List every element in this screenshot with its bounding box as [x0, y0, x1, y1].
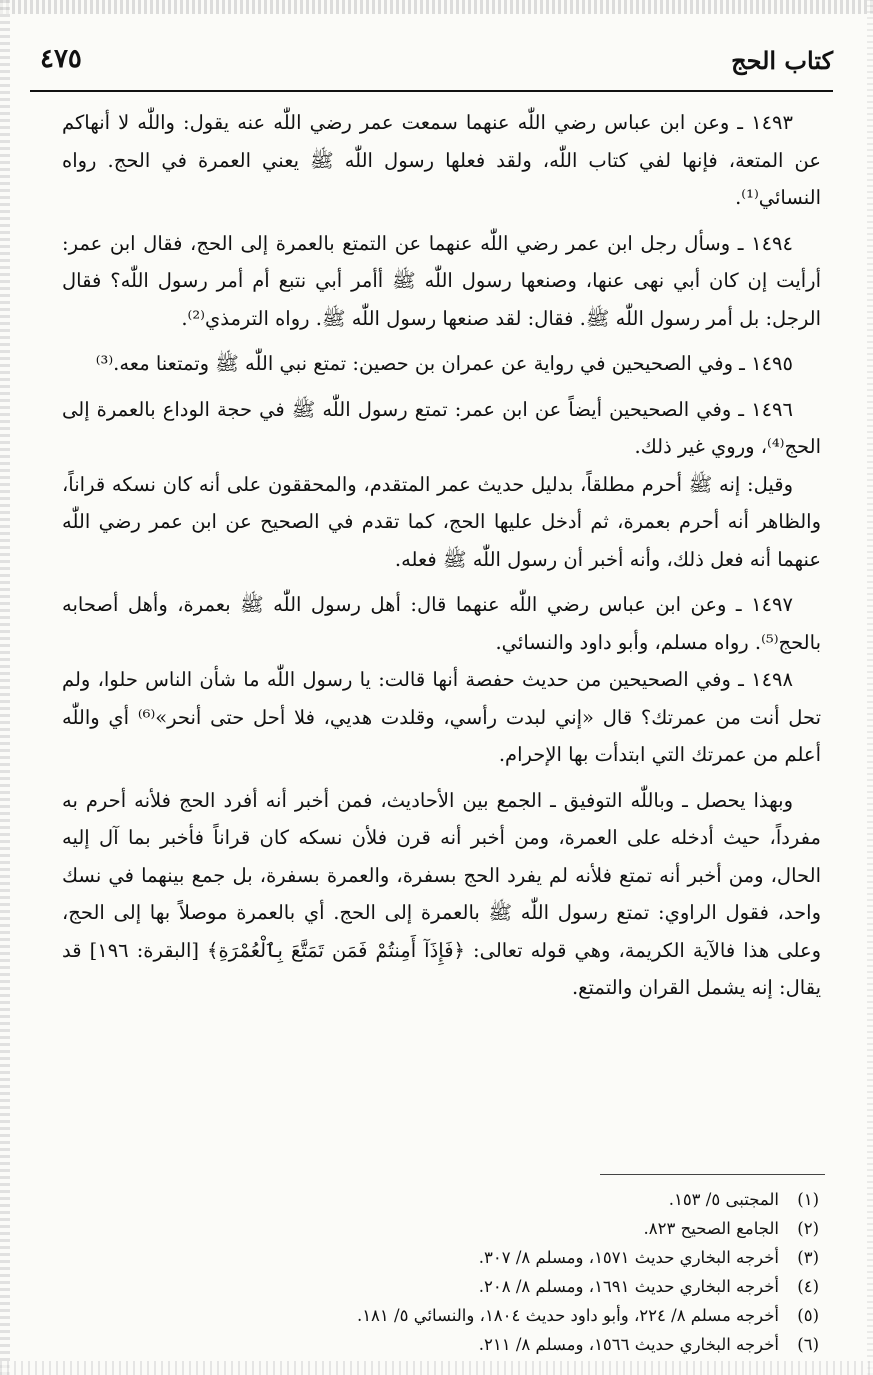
footnote-text: المجتبى ٥/ ١٥٣.	[668, 1190, 779, 1209]
commentary-paragraph: وقيل: إنه ﷺ أحرم مطلقاً، بدليل حديث عمر المتقدم، والمحققون على أنه كان نسكه قراناً، والظاهر أنه أحرم بعمرة، ثم أدخل عليها الحج، كما تقدم في الصحيح عن ابن عمر رضي اللّٰه عنهما أنه فعل ذلك، وأنه أخبر أن رسول اللّٰه ﷺ فعله.	[62, 472, 821, 571]
footnote-item	[62, 1185, 825, 1214]
page-number: ٤٧٥	[40, 44, 82, 74]
hadith-1498: ١٤٩٨ ـ وفي الصحيحين من حديث حفصة أنها قالت: يا رسول اللّٰه ما شأن الناس حلوا، ولم تحل أنت من عمرتك؟ قال «إني لبدت رأسي، وقلدت هديي، فلا أحل حتى أنحر»⁽⁶⁾ أي واللّٰه أعلم من عمرتك التي ابتدأت بها الإحرام.	[62, 668, 821, 766]
footnote-text: أخرجه مسلم ٨/ ٢٢٤، وأبو داود حديث ١٨٠٤، والنسائي ٥/ ١٨١.	[356, 1306, 779, 1325]
hadith-1496: ١٤٩٦ ـ وفي الصحيحين أيضاً عن ابن عمر: تمتع رسول اللّٰه ﷺ في حجة الوداع بالعمرة إلى الحج⁽⁴⁾، وروي غير ذلك.	[62, 397, 821, 458]
footnote-number: (٣)	[797, 1248, 819, 1267]
footnote-item	[62, 1243, 825, 1272]
footnote-item	[62, 1214, 825, 1243]
footnote-text: أخرجه البخاري حديث ١٥٧١، ومسلم ٨/ ٣٠٧.	[478, 1248, 779, 1267]
hadith-1493: ١٤٩٣ ـ وعن ابن عباس رضي اللّٰه عنهما سمعت عمر رضي اللّٰه عنه يقول: واللّٰه لا أنهاكم عن المتعة، فإنها لفي كتاب اللّٰه، ولقد فعلها رسول اللّٰه ﷺ يعني العمرة في الحج. رواه النسائي⁽¹⁾.	[62, 111, 821, 209]
footnote-number: (١)	[797, 1190, 819, 1209]
footnote-item	[62, 1330, 825, 1359]
page-right-edge	[867, 0, 873, 1375]
hadith-1495: ١٤٩٥ ـ وفي الصحيحين في رواية عن عمران بن حصين: تمتع نبي اللّٰه ﷺ وتمتعنا معه.⁽³⁾	[95, 352, 793, 375]
page-left-edge	[0, 0, 10, 1375]
footnote-item	[62, 1301, 825, 1330]
footnote-item	[62, 1272, 825, 1301]
reconciliation-paragraph: وبهذا يحصل ـ وباللّٰه التوفيق ـ الجمع بين الأحاديث، فمن أخبر أنه أفرد الحج فلأنه أحرم به مفرداً، حيث أدخله على العمرة، ومن أخبر أنه قرن فلأن نسكه كان قراناً فأخبر بما آل إليه الحال، ومن أخبر أنه تمتع فلأنه لم يفرد الحج بسفرة، والعمرة بسفرة، بل جمع بينهما في نسك واحد، فقول الراوي: تمتع رسول اللّٰه ﷺ بالعمرة إلى الحج. أي بالعمرة موصلاً بها إلى الحج، وعلى هذا فالآية الكريمة، وهي قوله تعالى: ﴿فَإِذَآ أَمِنتُمْ فَمَن تَمَتَّعَ بِٱلْعُمْرَةِ﴾ [البقرة: ١٩٦] قد يقال: إنه يشمل القران والتمتع.	[62, 788, 821, 999]
footnote-text: الجامع الصحيح ٨٢٣.	[643, 1219, 779, 1238]
footnote-number: (٢)	[797, 1219, 819, 1238]
hadith-1494: ١٤٩٤ ـ وسأل رجل ابن عمر رضي اللّٰه عنهما عن التمتع بالعمرة إلى الحج، فقال ابن عمر: أرأيت إن كان أبي نهى عنها، وصنعها رسول اللّٰه ﷺ أأمر أبي نتبع أم أمر رسول اللّٰه؟ فقال الرجل: بل أمر رسول اللّٰه ﷺ. فقال: لقد صنعها رسول اللّٰه ﷺ. رواه الترمذي⁽²⁾.	[62, 231, 821, 330]
main-text	[62, 104, 821, 1007]
footnotes	[62, 1166, 825, 1359]
hadith-1497: ١٤٩٧ ـ وعن ابن عباس رضي اللّٰه عنهما قال: أهل رسول اللّٰه ﷺ بعمرة، وأهل أصحابه بالحج⁽⁵⁾. رواه مسلم، وأبو داود والنسائي.	[62, 593, 821, 654]
footnote-separator	[600, 1174, 825, 1175]
footnote-text: أخرجه البخاري حديث ١٥٦٦، ومسلم ٨/ ٢١١.	[478, 1335, 779, 1354]
footnote-number: (٥)	[797, 1306, 819, 1325]
page-bottom-edge	[0, 1361, 873, 1375]
footnote-number: (٦)	[797, 1335, 819, 1354]
page-top-ornament	[0, 0, 873, 14]
footnote-text: أخرجه البخاري حديث ١٦٩١، ومسلم ٨/ ٢٠٨.	[478, 1277, 779, 1296]
chapter-title: كتاب الحج	[731, 46, 833, 75]
running-header	[30, 44, 833, 92]
footnote-number: (٤)	[797, 1277, 819, 1296]
